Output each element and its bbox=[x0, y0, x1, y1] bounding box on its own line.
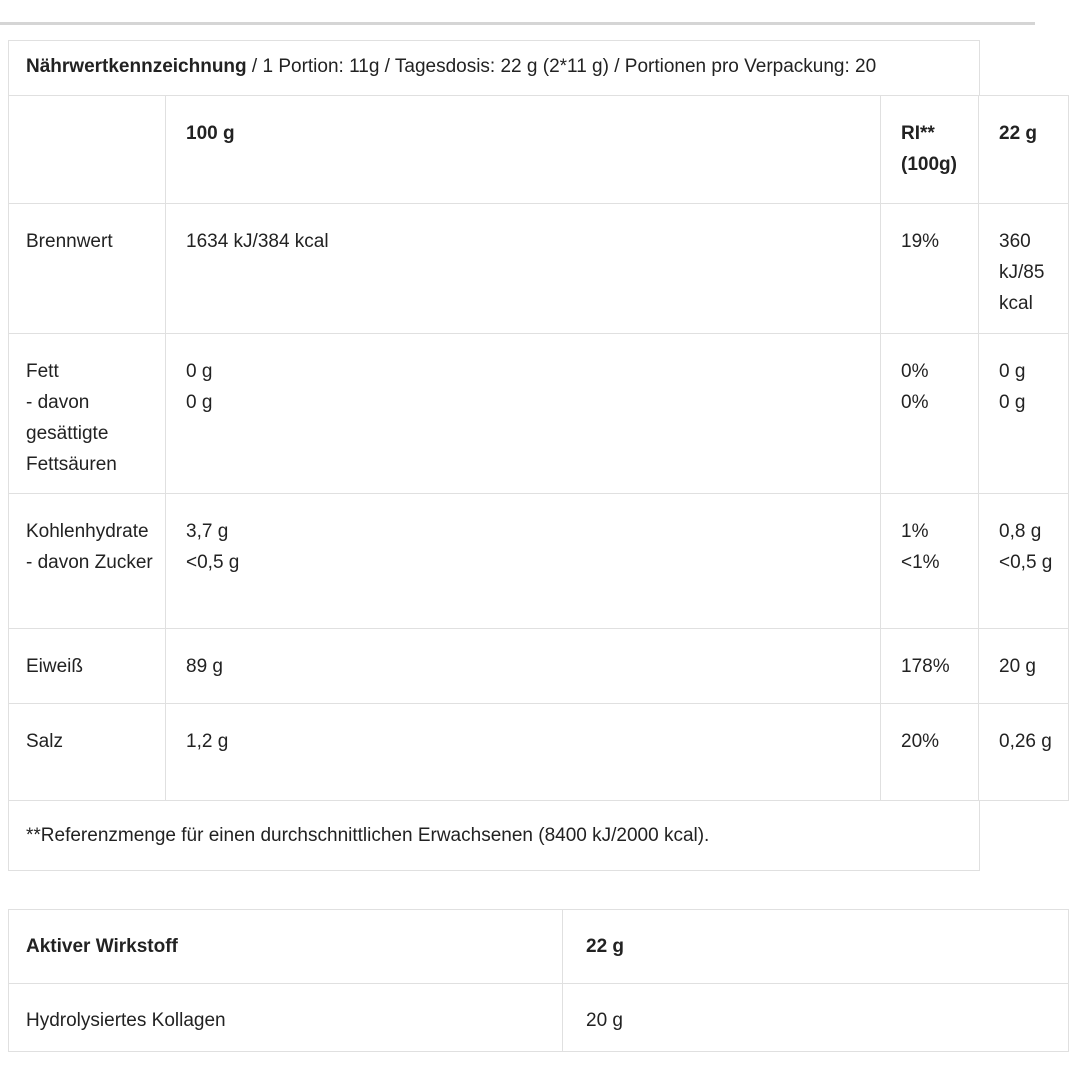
value-line: <0,5 g bbox=[186, 552, 240, 573]
active-ingredient-header-value: 22 g bbox=[563, 910, 1069, 984]
value-line: 0% bbox=[901, 361, 929, 382]
value-line: 1,2 g bbox=[186, 731, 229, 752]
nutrition-header-row bbox=[9, 96, 1069, 204]
reference-footnote-box bbox=[8, 801, 980, 871]
cell-ri bbox=[881, 334, 979, 494]
value-line: 1634 kJ/384 kcal bbox=[186, 231, 329, 252]
row-label-line: Brennwert bbox=[26, 231, 113, 252]
value-line: 0 g bbox=[999, 361, 1026, 382]
nutrition-title: Nährwertkennzeichnung bbox=[26, 56, 247, 77]
cell-per-22g bbox=[979, 334, 1069, 494]
cell-ri bbox=[881, 629, 979, 704]
value-line: 19% bbox=[901, 231, 940, 252]
value-line: <0,5 g bbox=[999, 552, 1053, 573]
table-row-brennwert bbox=[9, 204, 1069, 334]
cell-per-22g bbox=[979, 204, 1069, 334]
cell-per-100g bbox=[166, 494, 881, 629]
value-line: 1% bbox=[901, 521, 929, 542]
active-ingredient-header-label: Aktiver Wirkstoff bbox=[9, 910, 563, 984]
reference-footnote: **Referenzmenge für einen durchschnittlichen Erwachsenen (8400 kJ/2000 kcal). bbox=[26, 825, 710, 846]
cell-per-22g bbox=[979, 629, 1069, 704]
row-label-line: Eiweiß bbox=[26, 656, 84, 677]
value-line: 360 kJ/85 kcal bbox=[999, 231, 1045, 314]
table-row-fett bbox=[9, 334, 1069, 494]
nutrition-title-details: / 1 Portion: 11g / Tagesdosis: 22 g (2*11 g) / Portionen pro Verpackung: 20 bbox=[246, 56, 877, 77]
row-label bbox=[9, 704, 166, 801]
table-row-salz bbox=[9, 704, 1069, 801]
table-row-eiweiss bbox=[9, 629, 1069, 704]
col-header-ri-line2: (100g) bbox=[901, 154, 957, 175]
row-label-line: Fett bbox=[26, 361, 59, 382]
value-line: 0,26 g bbox=[999, 731, 1052, 752]
row-sublabel-line: - davon Zucker bbox=[26, 552, 153, 573]
active-ingredient-label: Hydrolysiertes Kollagen bbox=[9, 984, 563, 1052]
cell-per-100g bbox=[166, 204, 881, 334]
corner-empty-cell bbox=[9, 96, 166, 204]
value-line: 0 g bbox=[186, 392, 213, 413]
value-line: <1% bbox=[901, 552, 940, 573]
col-header-per-100g: 100 g bbox=[166, 96, 881, 204]
value-line: 178% bbox=[901, 656, 950, 677]
nutrition-title-bar bbox=[8, 40, 980, 95]
cell-per-100g bbox=[166, 704, 881, 801]
row-label-line: Kohlenhydrate bbox=[26, 521, 149, 542]
active-ingredient-table bbox=[8, 909, 1069, 1052]
cell-per-100g bbox=[166, 334, 881, 494]
value-line: 0% bbox=[901, 392, 929, 413]
row-label bbox=[9, 204, 166, 334]
row-label bbox=[9, 494, 166, 629]
active-ingredient-row bbox=[9, 984, 1069, 1052]
cell-per-100g bbox=[166, 629, 881, 704]
cell-ri bbox=[881, 494, 979, 629]
row-sublabel-line: - davon gesättigte Fettsäuren bbox=[26, 392, 117, 475]
col-header-per-22g: 22 g bbox=[979, 96, 1069, 204]
nutrition-label-sheet bbox=[8, 40, 1068, 1052]
row-label bbox=[9, 334, 166, 494]
cell-per-22g bbox=[979, 704, 1069, 801]
active-ingredient-value: 20 g bbox=[563, 984, 1069, 1052]
cell-ri bbox=[881, 704, 979, 801]
col-header-ri bbox=[881, 96, 979, 204]
table-row-kohlenhydrate bbox=[9, 494, 1069, 629]
value-line: 3,7 g bbox=[186, 521, 229, 542]
row-label-line: Salz bbox=[26, 731, 63, 752]
col-header-ri-line1: RI** bbox=[901, 123, 935, 144]
value-line: 89 g bbox=[186, 656, 223, 677]
value-line: 0 g bbox=[999, 392, 1026, 413]
value-line: 0,8 g bbox=[999, 521, 1042, 542]
top-divider-line bbox=[0, 22, 1035, 25]
value-line: 0 g bbox=[186, 361, 213, 382]
row-label bbox=[9, 629, 166, 704]
value-line: 20% bbox=[901, 731, 940, 752]
nutrition-table bbox=[8, 95, 1069, 801]
cell-ri bbox=[881, 204, 979, 334]
value-line: 20 g bbox=[999, 656, 1036, 677]
cell-per-22g bbox=[979, 494, 1069, 629]
active-ingredient-header-row bbox=[9, 910, 1069, 984]
